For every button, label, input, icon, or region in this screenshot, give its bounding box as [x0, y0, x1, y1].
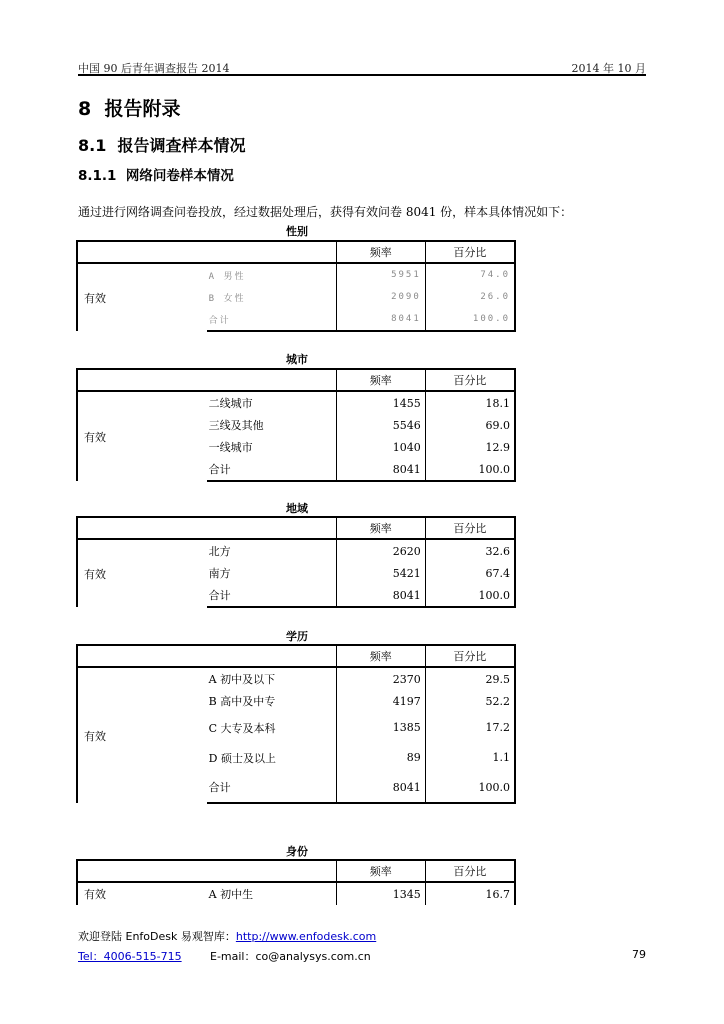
- brand-name: EnfoDesk: [125, 930, 178, 943]
- valid-label: 有效: [77, 882, 207, 905]
- gender-table: [76, 240, 516, 332]
- gender-table-title: 性别: [286, 225, 308, 238]
- col-header-pct: 百分比: [425, 517, 515, 539]
- website-link[interactable]: http://www.enfodesk.com: [235, 930, 377, 943]
- table-row: 有效 A 初中及以下 2370 29.5: [77, 667, 515, 690]
- chapter-heading: 8 报告附录: [78, 98, 181, 120]
- col-header-pct: 百分比: [425, 241, 515, 263]
- col-header-pct: 百分比: [425, 369, 515, 391]
- col-header-freq: 频率: [336, 645, 425, 667]
- valid-label: 有效: [77, 667, 207, 803]
- valid-label: 有效: [77, 539, 207, 607]
- table-row: 有效 A 男性 5951 74.0: [77, 263, 515, 286]
- valid-label: 有效: [77, 391, 207, 481]
- table-row: 有效 A 初中生 1345 16.7: [77, 882, 515, 905]
- col-header-freq: 频率: [336, 241, 425, 263]
- city-table-title: 城市: [286, 353, 308, 366]
- valid-label: 有效: [77, 263, 207, 331]
- col-header-freq: 频率: [336, 517, 425, 539]
- col-header-freq: 频率: [336, 860, 425, 882]
- education-table-title: 学历: [286, 630, 308, 643]
- region-table: [76, 516, 516, 608]
- table-row: 一线城市 1040 12.9: [77, 436, 515, 458]
- table-row: B 高中及中专 4197 52.2: [77, 690, 515, 712]
- table-row: 南方 5421 67.4: [77, 562, 515, 584]
- table-row: 合计 8041 100.0: [77, 458, 515, 481]
- table-row: C 大专及本科 1385 17.2: [77, 712, 515, 743]
- education-table: [76, 644, 516, 804]
- col-header-pct: 百分比: [425, 645, 515, 667]
- table-row: 合计 8041 100.0: [77, 308, 515, 331]
- table-row: 有效 二线城市 1455 18.1: [77, 391, 515, 414]
- section-heading: 8.1 报告调查样本情况: [78, 136, 246, 155]
- subsection-heading: 8.1.1 网络问卷样本情况: [78, 168, 234, 184]
- identity-table: [76, 859, 516, 905]
- running-header-left: 中国 90 后青年调查报告 2014: [78, 62, 230, 75]
- table-row: B 女性 2090 26.0: [77, 286, 515, 308]
- table-row: 合计 8041 100.0: [77, 584, 515, 607]
- tel-link[interactable]: Tel：4006-515-715: [78, 950, 182, 963]
- intro-paragraph: 通过进行网络调查问卷投放，经过数据处理后，获得有效问卷 8041 份，样本具体情况如下：: [78, 205, 573, 219]
- table-row: 有效 北方 2620 32.6: [77, 539, 515, 562]
- footer-welcome: 欢迎登陆 EnfoDesk 易观智库：http://www.enfodesk.com: [78, 930, 377, 943]
- table-row: 合计 8041 100.0: [77, 772, 515, 803]
- city-table: [76, 368, 516, 482]
- identity-table-title: 身份: [286, 845, 308, 858]
- running-header-right: 2014 年 10 月: [571, 62, 646, 75]
- region-table-title: 地域: [286, 502, 308, 515]
- page-number: 79: [632, 948, 646, 961]
- email-text: E-mail：co@analysys.com.cn: [210, 950, 371, 963]
- table-row: 三线及其他 5546 69.0: [77, 414, 515, 436]
- table-row: D 硕士及以上 89 1.1: [77, 743, 515, 772]
- col-header-pct: 百分比: [425, 860, 515, 882]
- header-rule: [78, 74, 646, 76]
- col-header-freq: 频率: [336, 369, 425, 391]
